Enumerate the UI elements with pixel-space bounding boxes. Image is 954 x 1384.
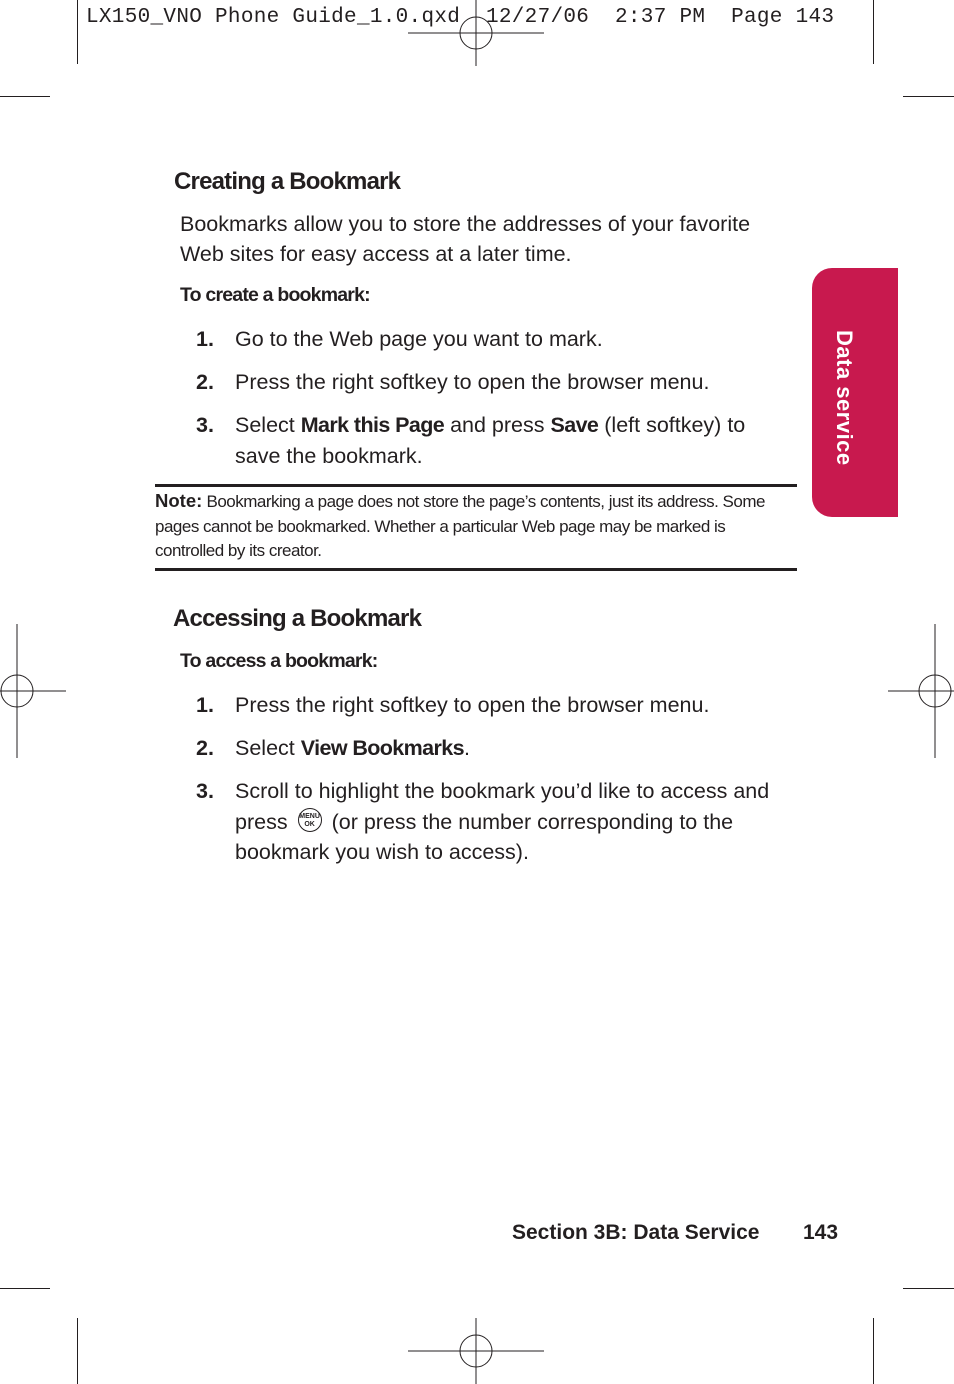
note-box (155, 489, 795, 564)
access-step-2 (196, 733, 796, 764)
step-text-part: . (464, 736, 471, 760)
step-number: 1. (196, 693, 214, 717)
section-side-tab-label: Data service (832, 330, 857, 466)
step-text: Press the right softkey to open the browser menu. (235, 370, 710, 394)
footer-section-title: Section 3B: Data Service (512, 1221, 760, 1244)
crop-mark (0, 96, 50, 97)
step-text: Press the right softkey to open the browser menu. (235, 693, 710, 717)
step-text (235, 410, 796, 471)
menu-ok-key-icon (298, 808, 322, 832)
crop-mark (0, 1288, 50, 1289)
note-top-rule (155, 484, 797, 487)
footer-page-number: 143 (803, 1221, 839, 1244)
create-step-2 (196, 367, 796, 398)
crop-mark (873, 1318, 874, 1384)
heading-creating-bookmark: Creating a Bookmark (174, 168, 401, 195)
note-label: Note: (155, 490, 203, 511)
intro-paragraph-line-1: Bookmarks allow you to store the addresses of your favorite (180, 212, 751, 236)
create-step-3 (196, 410, 796, 471)
registration-mark-bottom (408, 1318, 544, 1384)
step-text-part: (or press the number corresponding to the bookmark you wish to access). (235, 809, 734, 864)
intro-paragraph-line-2: Web sites for easy access at a later time. (180, 242, 572, 266)
step-number: 3. (196, 413, 214, 437)
step-text-part: Scroll to highlight the bookmark you’d like to access and press (235, 779, 770, 834)
softkey-save: Save (550, 413, 599, 437)
crop-mark (873, 0, 874, 64)
step-text-part: and press (444, 413, 551, 437)
step-text-part: Select (235, 413, 301, 437)
menu-option-mark-this-page: Mark this Page (300, 413, 445, 437)
step-number: 2. (196, 736, 214, 760)
registration-mark-right (888, 624, 954, 758)
crop-mark (77, 1318, 78, 1384)
note-bottom-rule (155, 568, 797, 571)
subheading-to-create: To create a bookmark: (180, 284, 370, 306)
registration-mark-left (0, 624, 66, 758)
crop-mark (903, 96, 954, 97)
access-step-3 (196, 776, 796, 868)
step-text: Go to the Web page you want to mark. (235, 327, 603, 351)
step-text (235, 776, 796, 868)
create-step-1 (196, 324, 796, 355)
subheading-to-access: To access a bookmark: (180, 650, 378, 672)
access-step-1 (196, 690, 796, 721)
menu-option-view-bookmarks: View Bookmarks (300, 736, 465, 760)
printer-slug: LX150_VNO Phone Guide_1.0.qxd 12/27/06 2:37 PM Page 143 (86, 6, 835, 29)
registration-mark-top (408, 0, 544, 66)
step-text-part: Select (235, 736, 301, 760)
step-text (235, 733, 796, 764)
note-text: Bookmarking a page does not store the page’s contents, just its address. Some pages cannot be bookmarked. Whether a particular Web page may be marked is controlled by its creator. (155, 492, 765, 560)
step-text-part: (left softkey) to save the bookmark. (235, 413, 746, 468)
step-number: 2. (196, 370, 214, 394)
step-number: 3. (196, 779, 214, 803)
crop-mark (903, 1288, 954, 1289)
heading-accessing-bookmark: Accessing a Bookmark (173, 605, 422, 632)
crop-mark (77, 0, 78, 64)
menu-key-top-label: MENU (299, 812, 320, 820)
step-number: 1. (196, 327, 214, 351)
menu-key-bottom-label: OK (304, 820, 315, 828)
